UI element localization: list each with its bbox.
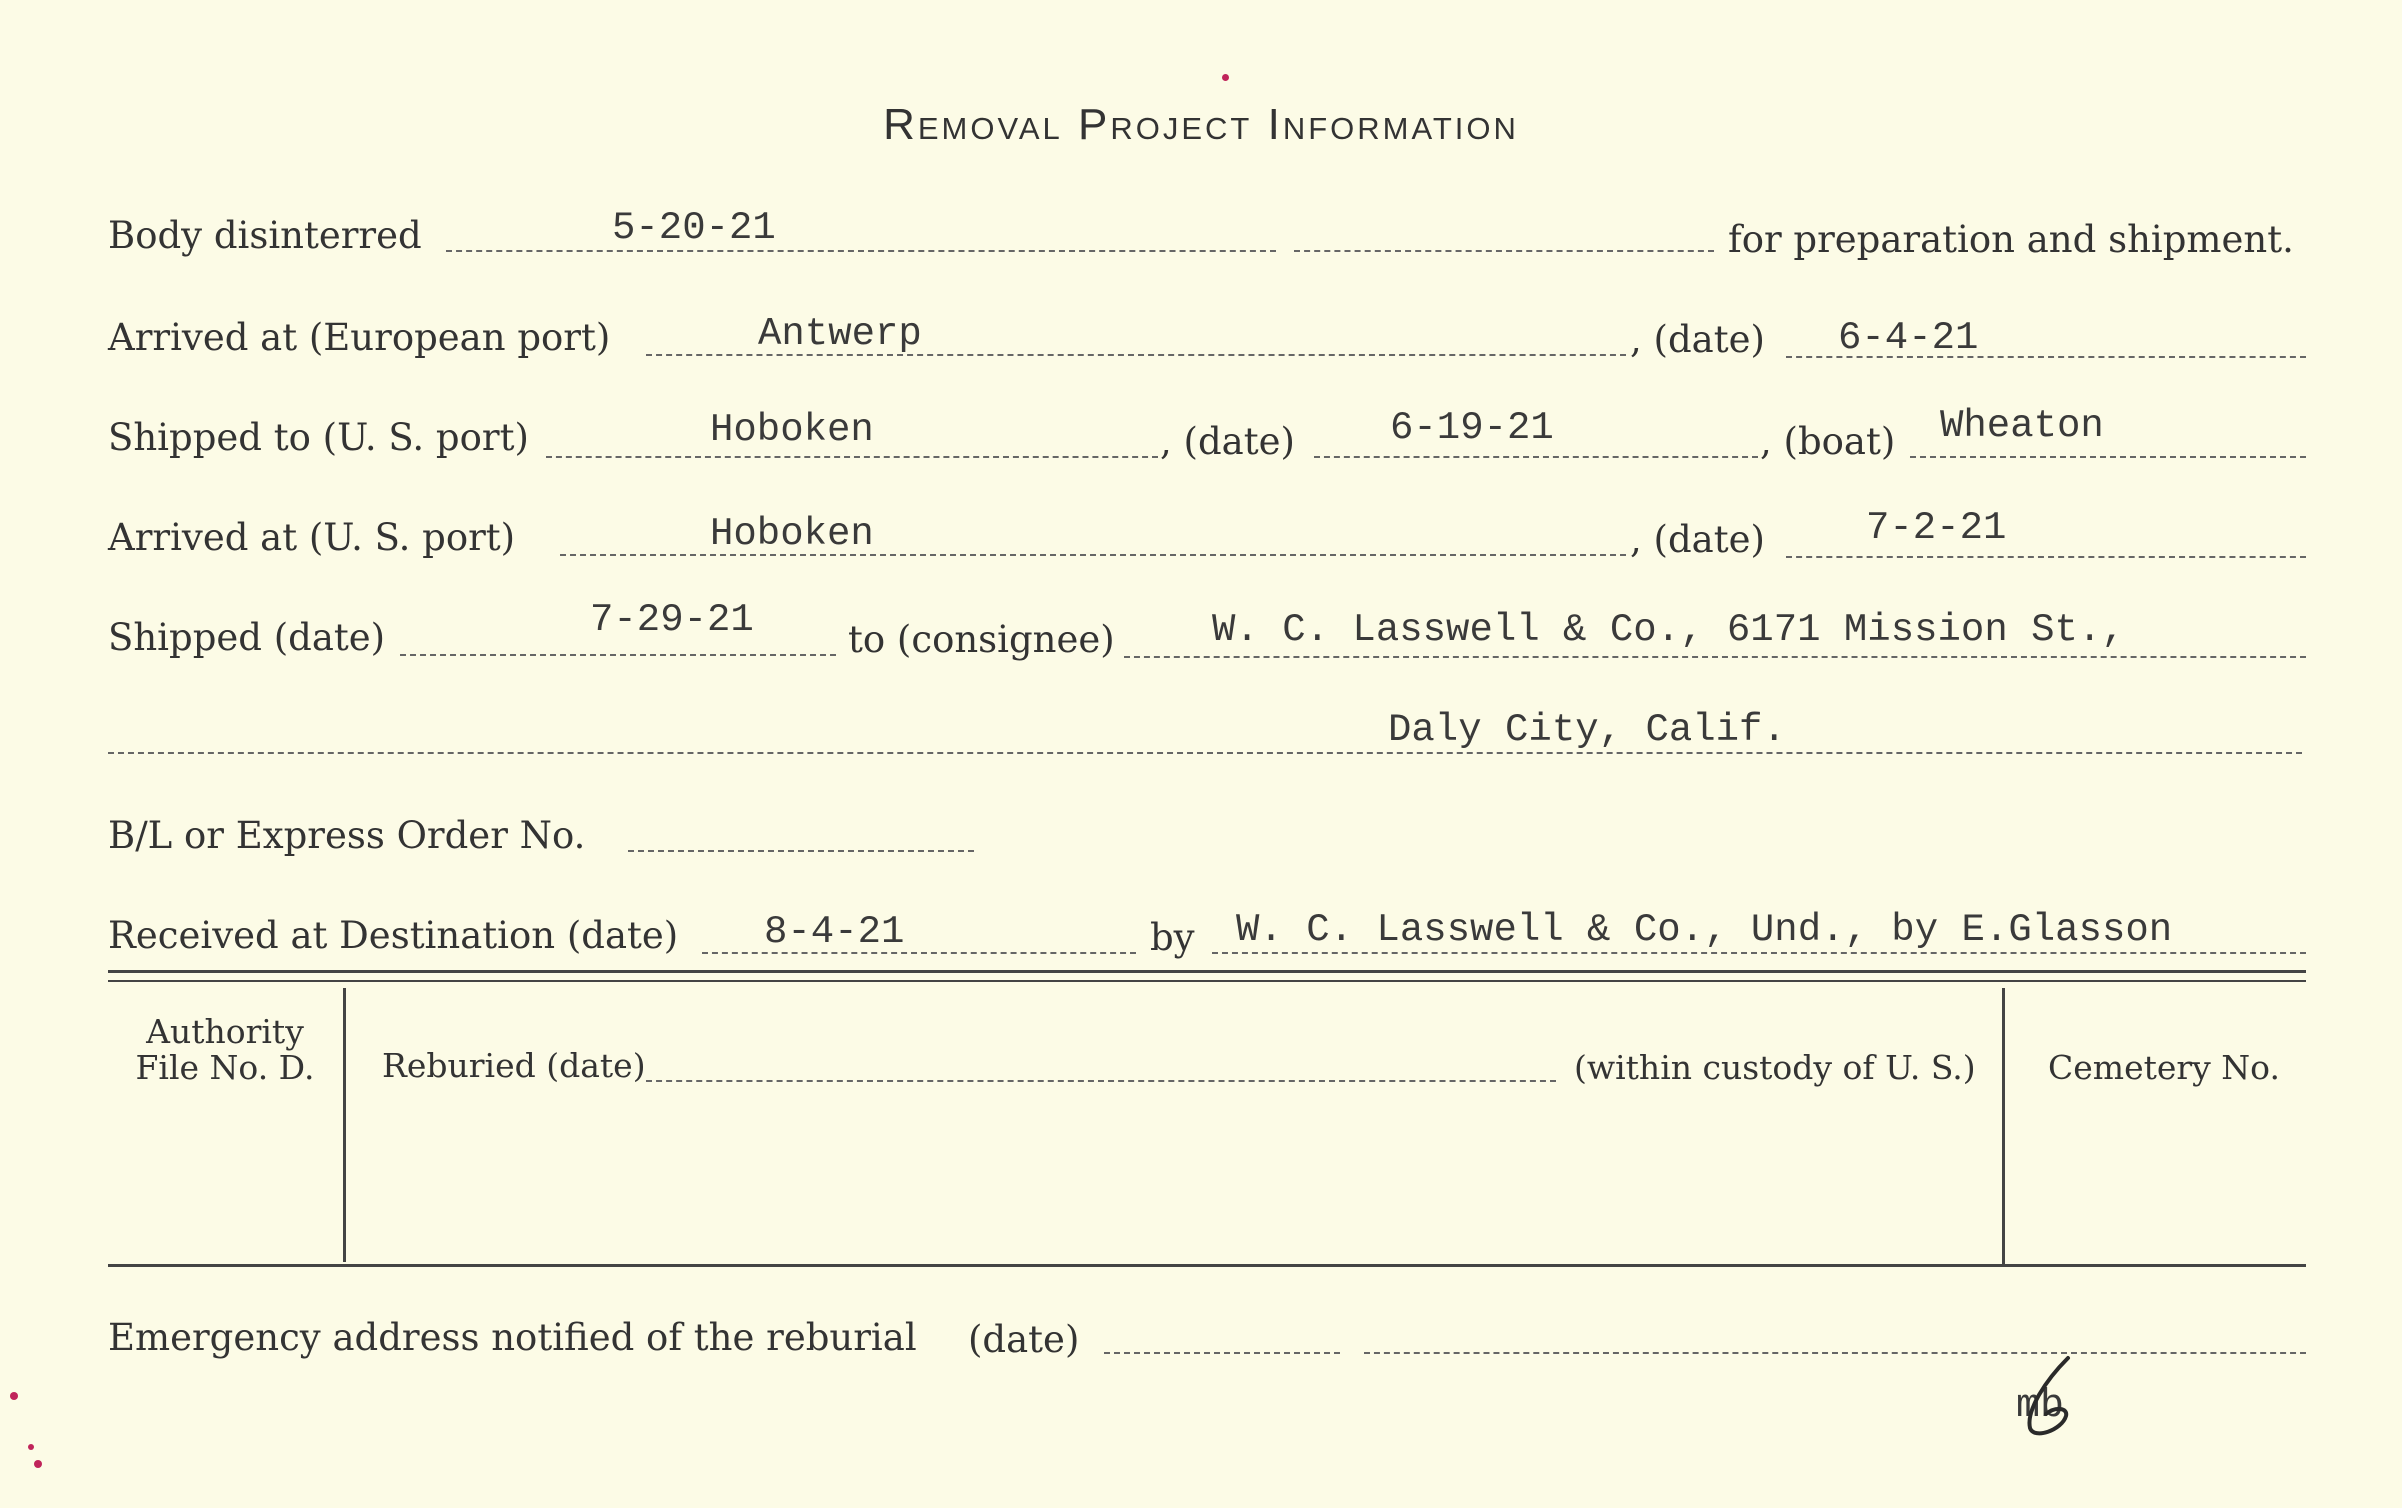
initials: mb [2016,1384,2065,1429]
arrived-us-label: Arrived at (U. S. port) [108,516,516,559]
arrived-european-label: Arrived at (European port) [108,316,611,359]
shipped-us-date-line [1314,456,1758,458]
arrived-us-port-value: Hoboken [710,512,874,556]
grid-divider-left [343,988,346,1262]
by-label: by [1150,916,1195,959]
ink-speck-edge [10,1392,18,1400]
shipped-date-comma-label: , (date) [1160,420,1295,463]
ink-speck-edge-2 [34,1460,42,1468]
european-date-label: , (date) [1630,318,1765,361]
boat-line [1910,456,2306,458]
reburied-label: Reburied (date) [382,1046,646,1085]
shipped-us-label: Shipped to (U. S. port) [108,416,529,459]
received-dest-label: Received at Destination (date) [108,914,679,957]
double-rule-top [108,970,2306,973]
grid-divider-right [2002,988,2005,1264]
european-date-value: 6-4-21 [1838,316,1979,360]
shipped-us-port-value: Hoboken [710,408,874,452]
within-custody-label: (within custody of U. S.) [1574,1048,1976,1087]
emergency-line-2 [1364,1352,2306,1354]
reburied-line [646,1080,1556,1082]
to-consignee-label: to (consignee) [848,618,1115,661]
arrived-us-date-label: , (date) [1630,518,1765,561]
form-title: Removal Project Information [883,100,1519,149]
handwritten-mark [2016,1350,2086,1440]
cemetery-no-label: Cemetery No. [2048,1048,2280,1087]
boat-value: Wheaton [1940,404,2104,448]
received-by-line [1212,952,2306,954]
consignee-line [1124,656,2306,658]
bl-order-label: B/L or Express Order No. [108,814,586,857]
emergency-label: Emergency address notified of the reburial [108,1316,917,1359]
emergency-line-1 [1104,1352,1340,1354]
ink-speck [1222,74,1229,81]
received-by-value: W. C. Lasswell & Co., Und., by E.Glasson [1236,908,2173,952]
bl-order-line [628,850,974,852]
consignee-line-2 [108,752,2302,754]
ink-speck-edge-3 [28,1444,34,1450]
consignee-city-value: Daly City, Calif. [1388,708,1786,752]
body-disinterred-label: Body disinterred [108,214,422,257]
emergency-date-label: (date) [968,1318,1080,1361]
shipped-us-date-value: 6-19-21 [1390,406,1554,450]
grid-bottom-rule [108,1264,2306,1267]
authority-label [110,1014,340,1086]
for-prep-label: for preparation and shipment. [1728,218,2294,261]
arrived-us-date-line [1786,556,2306,558]
boat-label: , (boat) [1760,420,1896,463]
shipped-date-line [400,654,836,656]
received-date-value: 8-4-21 [764,910,905,954]
authority-line-1: Authority [146,1012,304,1051]
shipped-date-value: 7-29-21 [590,598,754,642]
disinterred-date: 5-20-21 [612,206,776,250]
shipped-us-port-line [546,456,1158,458]
arrived-us-date-value: 7-2-21 [1866,506,2007,550]
disinterred-line [446,250,1276,252]
shipped-date-label: Shipped (date) [108,616,386,659]
european-port-value: Antwerp [758,312,922,356]
disinterred-line-2 [1294,250,1714,252]
authority-line-2: File No. D. [135,1048,315,1087]
consignee-value: W. C. Lasswell & Co., 6171 Mission St., [1212,608,2125,652]
double-rule-bottom [108,980,2306,982]
